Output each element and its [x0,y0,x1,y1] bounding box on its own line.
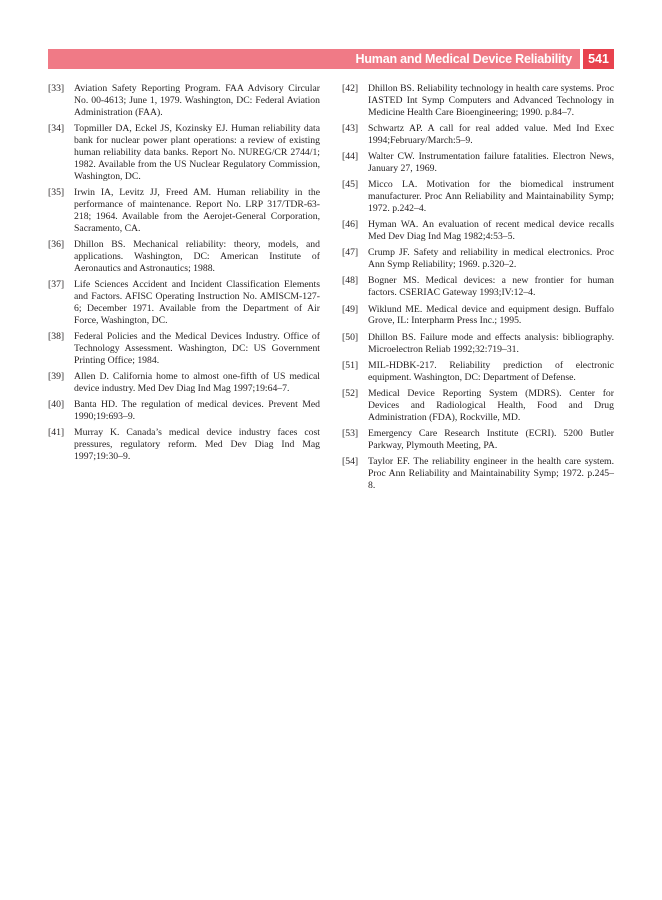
reference-number: [50] [342,331,359,343]
reference-number: [54] [342,456,359,468]
reference-text: MIL-HDBK-217. Reliability prediction of electronic equipment. Washington, DC: Department of Defense. [368,359,614,383]
reference-text: Wiklund ME. Medical device and equipment design. Buffalo Grove, IL: Interpharm Press Inc.; 1995. [368,303,614,327]
reference-number: [37] [48,278,65,290]
reference-number: [53] [342,427,359,439]
reference-number: [38] [48,330,65,342]
reference-item [342,275,614,299]
reference-number: [42] [342,83,359,94]
reference-text: Bogner MS. Medical devices: a new frontier for human factors. CSERIAC Gateway 1993;IV:12–4. [368,275,614,299]
reference-item [48,187,320,235]
reference-item [342,332,614,356]
reference-number: [41] [48,426,65,438]
reference-number: [40] [48,398,65,410]
reference-number: [45] [342,179,359,191]
reference-text: Crump JF. Safety and reliability in medical electronics. Proc Ann Symp Reliability; 1969. p.320–2. [368,247,614,271]
reference-text: Hyman WA. An evaluation of recent medical device recalls Med Dev Diag Ind Mag 1982;4:53–5. [368,219,614,243]
reference-text: Micco LA. Motivation for the biomedical instrument manufacturer. Proc Ann Reliability and Maintainability Symp; 1972. p.242–4. [368,179,614,215]
reference-text: Walter CW. Instrumentation failure fatalities. Electron News, January 27, 1969. [368,151,614,175]
reference-item [342,304,614,328]
references-left-column [48,83,320,467]
reference-item [342,456,614,492]
reference-item [48,331,320,367]
reference-number: [46] [342,219,359,231]
reference-text: Aviation Safety Reporting Program. FAA Advisory Circular No. 00-4613; June 1, 1979. Washington, DC: Federal Aviation Administration (FAA). [74,83,320,118]
reference-item [342,179,614,215]
reference-text: Banta HD. The regulation of medical devices. Prevent Med 1990;19:693–9. [74,398,320,422]
reference-number: [43] [342,123,359,135]
reference-item [48,279,320,327]
reference-text: Schwartz AP. A call for real added value. Med Ind Exec 1994;February/March:5–9. [368,123,614,146]
reference-item [48,83,320,119]
reference-text: Allen D. California home to almost one-fifth of US medical device industry. Med Dev Diag Ind Mag 1997;19:64–7. [74,370,320,394]
reference-text: Dhillon BS. Failure mode and effects analysis: bibliography. Microelectron Reliab 1992;32:719–31. [368,331,614,355]
reference-item [342,123,614,147]
running-header-title: Human and Medical Device Reliability [355,52,572,66]
running-header [48,49,580,69]
page-number: 541 [583,49,614,69]
reference-number: [35] [48,186,65,198]
reference-text: Federal Policies and the Medical Devices Industry. Office of Technology Assessment. Washington, DC: US Government Printing Office; 1984. [74,330,320,366]
reference-number: [36] [48,238,65,250]
reference-text: Taylor EF. The reliability engineer in the health care system. Proc Ann Reliability and Maintainability Symp; 1972. p.245–8. [368,456,614,491]
reference-number: [47] [342,247,359,259]
reference-item [342,360,614,384]
references-right-column [342,83,614,496]
reference-text: Medical Device Reporting System (MDRS). Center for Devices and Radiological Health, Food and Drug Administration (FDA), Rockville, MD. [368,387,614,423]
reference-item [48,371,320,395]
reference-number: [51] [342,359,359,371]
reference-item [48,427,320,463]
reference-item [48,123,320,183]
reference-item [48,239,320,275]
reference-number: [48] [342,275,359,287]
reference-item [48,399,320,423]
reference-number: [33] [48,83,65,94]
reference-text: Dhillon BS. Mechanical reliability: theory, models, and applications. Washington, DC: American Institute of Aeronautics and Astronautics; 1988. [74,238,320,274]
reference-number: [52] [342,387,359,399]
reference-item [342,219,614,243]
reference-item [342,247,614,271]
reference-text: Dhillon BS. Reliability technology in health care systems. Proc IASTED Int Symp Computers and Advanced Technology in Medicine Health Care Bioengineering; 1990. p.84–7. [368,83,614,118]
reference-number: [49] [342,303,359,315]
reference-item [342,151,614,175]
reference-number: [39] [48,370,65,382]
reference-text: Emergency Care Research Institute (ECRI). 5200 Butler Parkway, Plymouth Meeting, PA. [368,427,614,451]
reference-item [342,388,614,424]
reference-item [342,83,614,119]
reference-text: Murray K. Canada’s medical device industry faces cost pressures, regulatory reform. Med Dev Diag Ind Mag 1997;19:30–9. [74,426,320,462]
reference-text: Irwin IA, Levitz JJ, Freed AM. Human reliability in the performance of maintenance. Report No. LRP 317/TDR-63-218; 1964. Available from the Aerojet-General Corporation, Sacramento, CA. [74,186,320,234]
reference-number: [34] [48,123,65,135]
reference-text: Topmiller DA, Eckel JS, Kozinsky EJ. Human reliability data bank for nuclear power plant operations: a review of existing human reliability data banks. Report No. NUREG/CR 2744/1; 1982. Available from the US Nuclear Regulatory Commission, Washington, DC. [74,123,320,182]
reference-text: Life Sciences Accident and Incident Classification Elements and Factors. AFISC Operating Instruction No. AMISCM-127-6; December 1971. Available from the Department of Air Force, Washington, DC. [74,278,320,326]
reference-number: [44] [342,151,359,163]
reference-item [342,428,614,452]
